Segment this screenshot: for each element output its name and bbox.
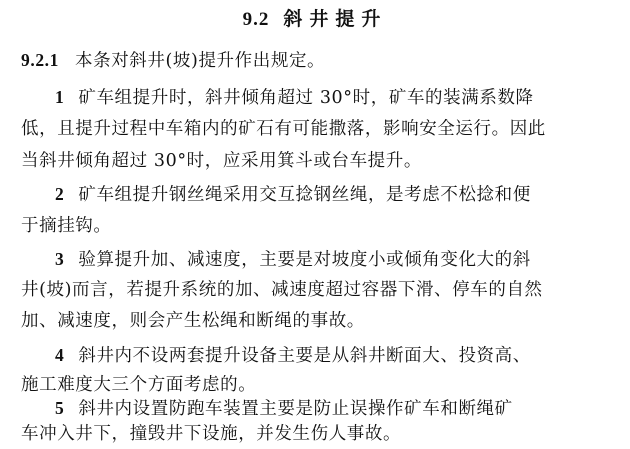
item-4-line-1 [55,341,611,370]
item-1-line-1 [55,83,611,112]
item-3-line-3 [21,307,611,335]
item-3-number: 3 [55,249,65,269]
section-title: 斜井提升 [283,8,388,30]
item-4-number: 4 [55,345,65,365]
item-5-line-1 [55,394,611,423]
section-heading [0,6,630,33]
item-5-text-2: 车冲入井下，撞毁井下设施，并发生伤人事故。 [21,424,402,444]
item-3-text-2: 井(坡)而言，若提升系统的加、减速度超过容器下滑、停车的自然 [21,280,543,300]
item-2-line-1 [55,180,611,209]
item-1-line-3 [21,147,611,175]
clause-text: 本条对斜井(坡)提升作出规定。 [75,51,326,71]
item-1-text-3: 当斜井倾角超过 30°时，应采用箕斗或台车提升。 [21,151,422,171]
item-3-text-1: 验算提升加、减速度，主要是对坡度小或倾角变化大的斜 [78,250,531,270]
item-2-line-2 [21,212,611,240]
item-4-text-2: 施工难度大三个方面考虑的。 [21,375,257,395]
item-1-text-2: 低，且提升过程中车箱内的矿石有可能撒落，影响安全运行。因此 [21,119,546,139]
item-3-line-2 [21,276,611,304]
clause-line [21,46,611,75]
item-3-text-3: 加、减速度，则会产生松绳和断绳的事故。 [21,311,365,331]
section-number: 9.2 [242,9,270,30]
item-2-text-1: 矿车组提升钢丝绳采用交互捻钢丝绳，是考虑不松捻和便 [78,185,531,205]
item-3-line-1 [55,245,611,274]
item-5-line-2 [21,420,611,448]
item-2-text-2: 于摘挂钩。 [21,216,112,236]
item-1-text-1: 矿车组提升时，斜井倾角超过 30°时，矿车的装满系数降 [78,88,534,108]
item-4-text-1: 斜井内不设两套提升设备主要是从斜井断面大、投资高、 [78,346,531,366]
item-2-number: 2 [55,184,65,204]
item-1-number: 1 [55,87,65,107]
clause-number: 9.2.1 [21,50,59,70]
item-1-line-2 [21,115,611,143]
item-5-number: 5 [55,398,65,418]
item-5-text-1: 斜井内设置防跑车装置主要是防止误操作矿车和断绳矿 [78,399,513,419]
